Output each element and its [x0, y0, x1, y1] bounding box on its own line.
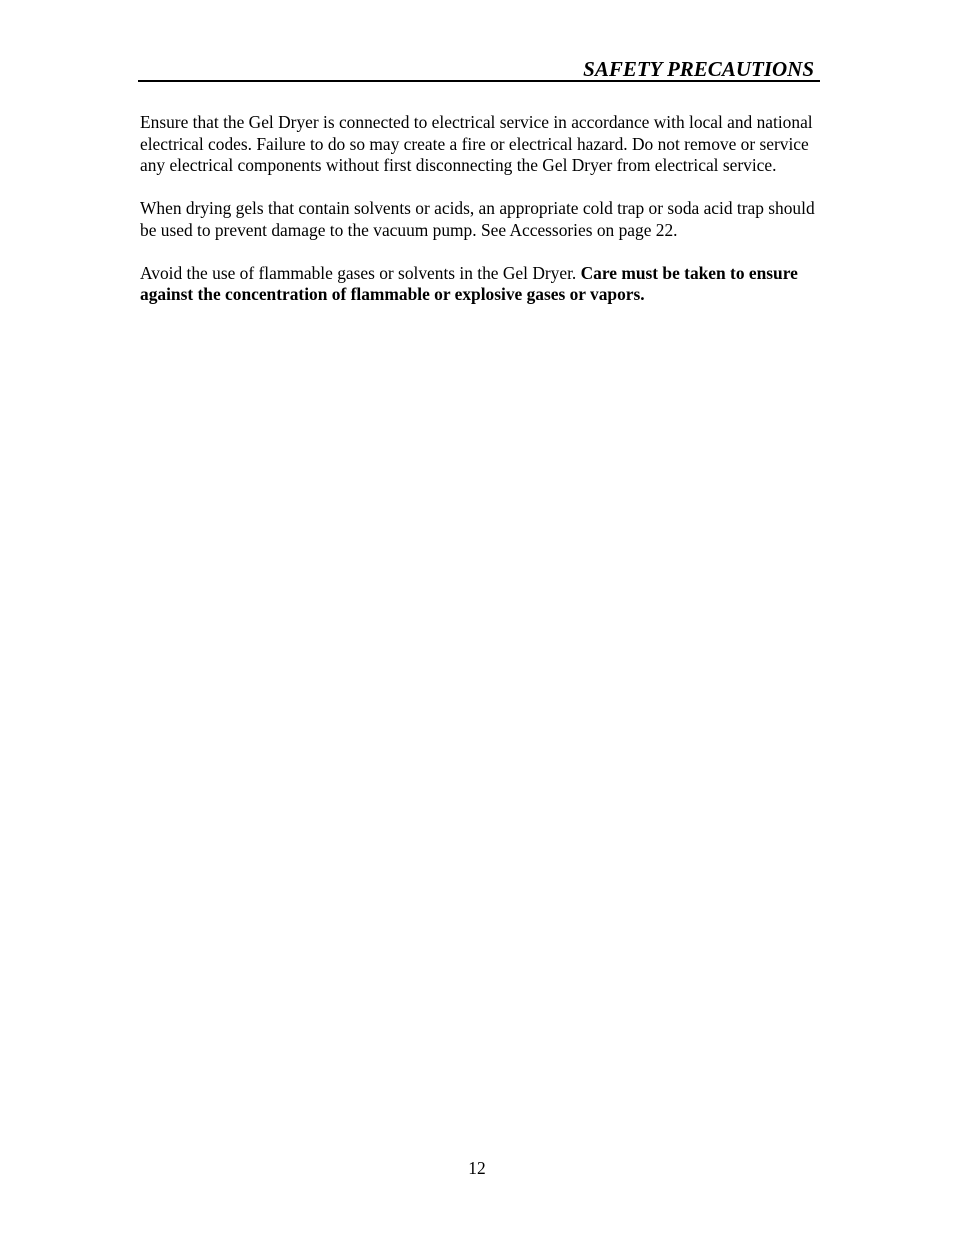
paragraph-flammable-text: Avoid the use of flammable gases or solvents in the Gel Dryer.: [140, 262, 581, 283]
header-rule: [138, 80, 820, 82]
paragraph-cold-trap: When drying gels that contain solvents or acids, an appropriate cold trap or soda acid trap should be used to prevent damage to the vacuum pump. See Accessories on page 22.: [140, 198, 815, 240]
paragraph-flammable-warning: Care must be taken to ensure against the concentration of flammable or explosive gases or vapors.: [140, 262, 798, 304]
page-number: 12: [468, 1158, 486, 1178]
page-header: [138, 56, 820, 84]
paragraph-electrical-service: Ensure that the Gel Dryer is connected to electrical service in accordance with local and national electrical codes. Failure to do so may create a fire or electrical hazard. Do not remove or service any electrical components without first disconnecting the Gel Dryer from electrical service.: [140, 112, 813, 175]
paragraph-flammable-gases: [140, 263, 822, 306]
body-content: [140, 112, 822, 327]
section-title: SAFETY PRECAUTIONS: [583, 57, 814, 81]
